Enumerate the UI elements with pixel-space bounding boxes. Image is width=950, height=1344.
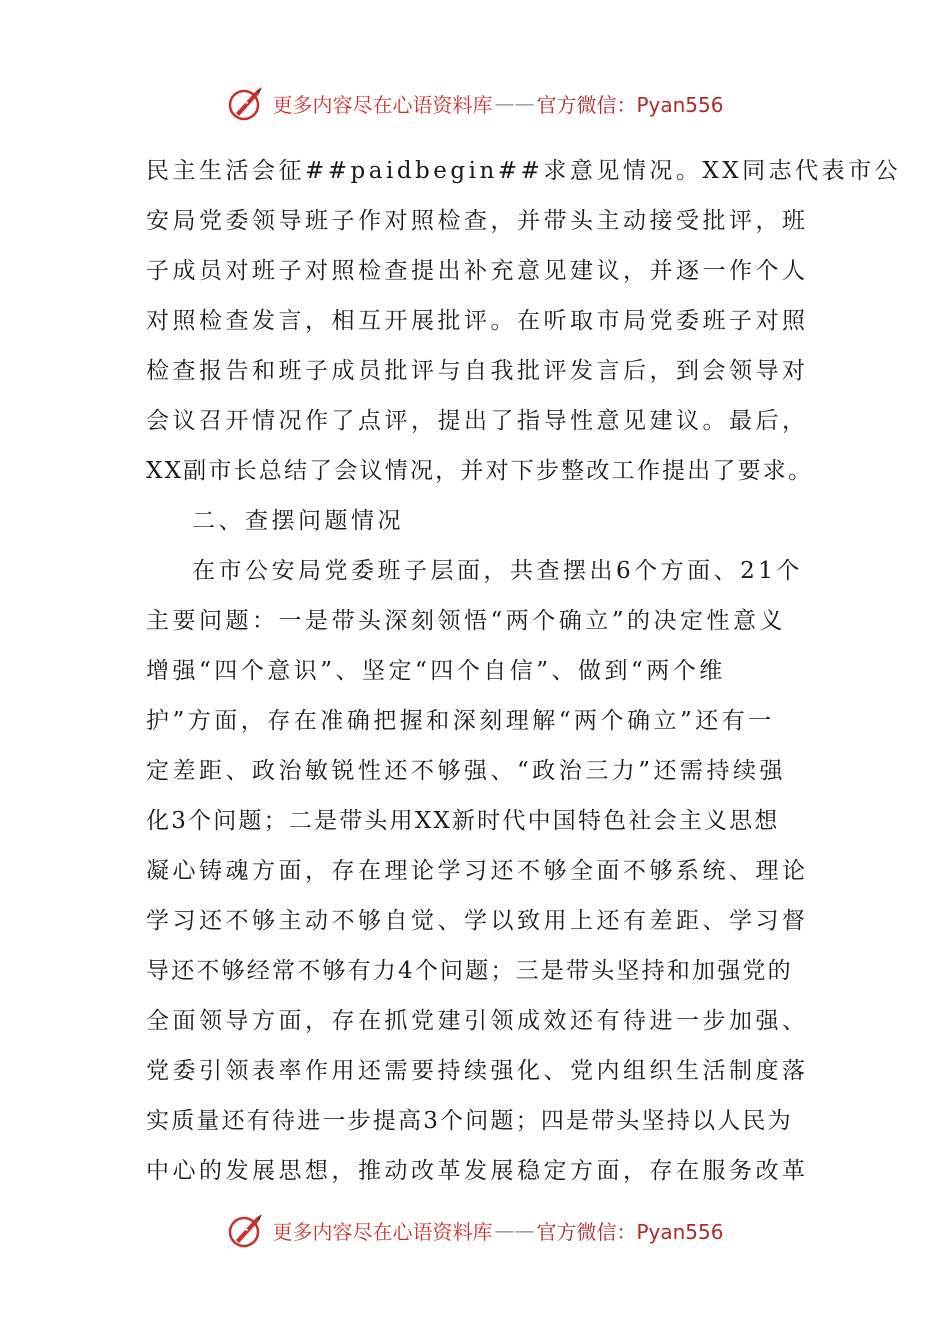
document-body [146,146,902,1196]
watermark-text: 更多内容尽在心语资料库 [272,92,493,117]
quill-logo-icon [226,83,266,123]
watermark-banner-bottom [0,1205,950,1255]
section-heading: 二、查摆问题情况 [192,508,404,534]
watermark-separator: —— [494,91,535,115]
body-line: 全面领导方面，存在抓党建引领成效还有待进一步加强、 [146,1008,809,1034]
watermark-text: 更多内容尽在心语资料库 [272,1219,493,1244]
body-line: 子成员对班子对照检查提出补充意见建议，并逐一作个人 [146,258,809,284]
body-line: 对照检查发言，相互开展批评。在听取市局党委班子对照 [146,308,809,334]
body-line: 增强“四个意识”、坚定“四个自信”、做到“两个维 [146,658,726,684]
watermark-banner-top [0,78,950,128]
quill-logo-icon [226,1210,266,1250]
body-line: 党委引领表率作用还需要持续强化、党内组织生活制度落 [146,1058,809,1084]
body-line: 在市公安局党委班子层面，共查摆出6个方面、21个 [192,558,803,584]
body-line: 凝心铸魂方面，存在理论学习还不够全面不够系统、理论 [146,858,809,884]
body-line: 检查报告和班子成员批评与自我批评发言后，到会领导对 [146,358,809,384]
body-line: XX副市长总结了会议情况，并对下步整改工作提出了要求。 [146,458,814,484]
body-line: 学习还不够主动不够自觉、学以致用上还有差距、学习督 [146,908,809,934]
body-line: 护”方面，存在准确把握和深刻理解“两个确立”还有一 [146,708,775,734]
watermark-wechat: 官方微信：Pyan556 [536,92,724,117]
body-line: 导还不够经常不够有力4个问题；三是带头坚持和加强党的 [146,958,793,984]
body-line: 定差距、政治敏锐性还不够强、“政治三力”还需持续强 [146,758,787,784]
watermark-wechat: 官方微信：Pyan556 [536,1219,724,1244]
body-line: 主要问题：一是带头深刻领悟“两个确立”的决定性意义 [146,608,787,634]
body-line: 化3个问题；二是带头用XX新时代中国特色社会主义思想 [146,808,780,834]
watermark-separator: —— [494,1218,535,1242]
body-line: 会议召开情况作了点评，提出了指导性意见建议。最后， [146,408,809,434]
body-line: 民主生活会征##paidbegin##求意见情况。XX同志代表市公 [146,158,902,184]
body-line: 中心的发展思想，推动改革发展稳定方面，存在服务改革 [146,1158,809,1184]
body-line: 实质量还有待进一步提高3个问题；四是带头坚持以人民为 [146,1108,793,1134]
body-line: 安局党委领导班子作对照检查，并带头主动接受批评，班 [146,208,809,234]
